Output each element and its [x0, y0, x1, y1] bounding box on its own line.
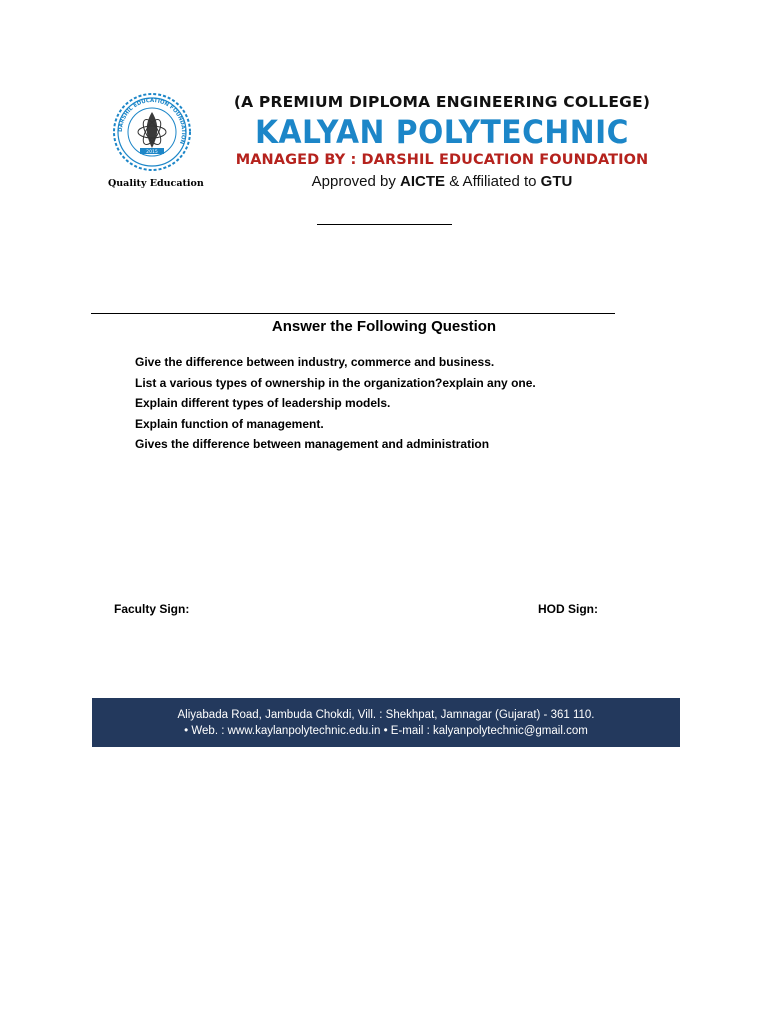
- title-underline: [317, 224, 452, 225]
- svg-text:2015: 2015: [146, 150, 158, 155]
- letterhead: [222, 92, 662, 193]
- hod-sign-label: HOD Sign:: [538, 602, 598, 616]
- question-item: Explain function of management.: [135, 416, 324, 431]
- faculty-sign-label: Faculty Sign:: [114, 602, 190, 616]
- question-item: Explain different types of leadership models.: [135, 396, 391, 410]
- question-heading: Answer the Following Question: [271, 318, 497, 335]
- footer-contact: • Web. : www.kaylanpolytechnic.edu.in • E-mail : kalyanpolytechnic@gmail.com: [184, 725, 588, 737]
- svg-text:DARSHIL EDUCATION FOUNDATION: DARSHIL EDUCATION FOUNDATION: [117, 97, 187, 145]
- college-seal-icon: [112, 92, 192, 172]
- question-list: [135, 352, 536, 455]
- question-item: Gives the difference between management and administration: [135, 437, 490, 451]
- address-footer: [92, 698, 680, 747]
- logo-caption: Quality Education: [108, 178, 204, 189]
- college-name: KALYAN POLYTECHNIC: [255, 113, 629, 151]
- approval-line: Approved by AICTE & Affiliated to GTU: [311, 173, 573, 190]
- footer-address: Aliyabada Road, Jambuda Chokdi, Vill. : Shekhpat, Jamnagar (Gujarat) - 361 110.: [177, 709, 595, 721]
- question-item: Give the difference between industry, commerce and business.: [135, 355, 495, 369]
- college-tagline: (A PREMIUM DIPLOMA ENGINEERING COLLEGE): [233, 93, 651, 111]
- section-divider: [91, 313, 615, 314]
- question-item: List a various types of ownership in the organization?explain any one.: [135, 375, 536, 390]
- managed-by-line: MANAGED BY : DARSHIL EDUCATION FOUNDATION: [235, 152, 649, 168]
